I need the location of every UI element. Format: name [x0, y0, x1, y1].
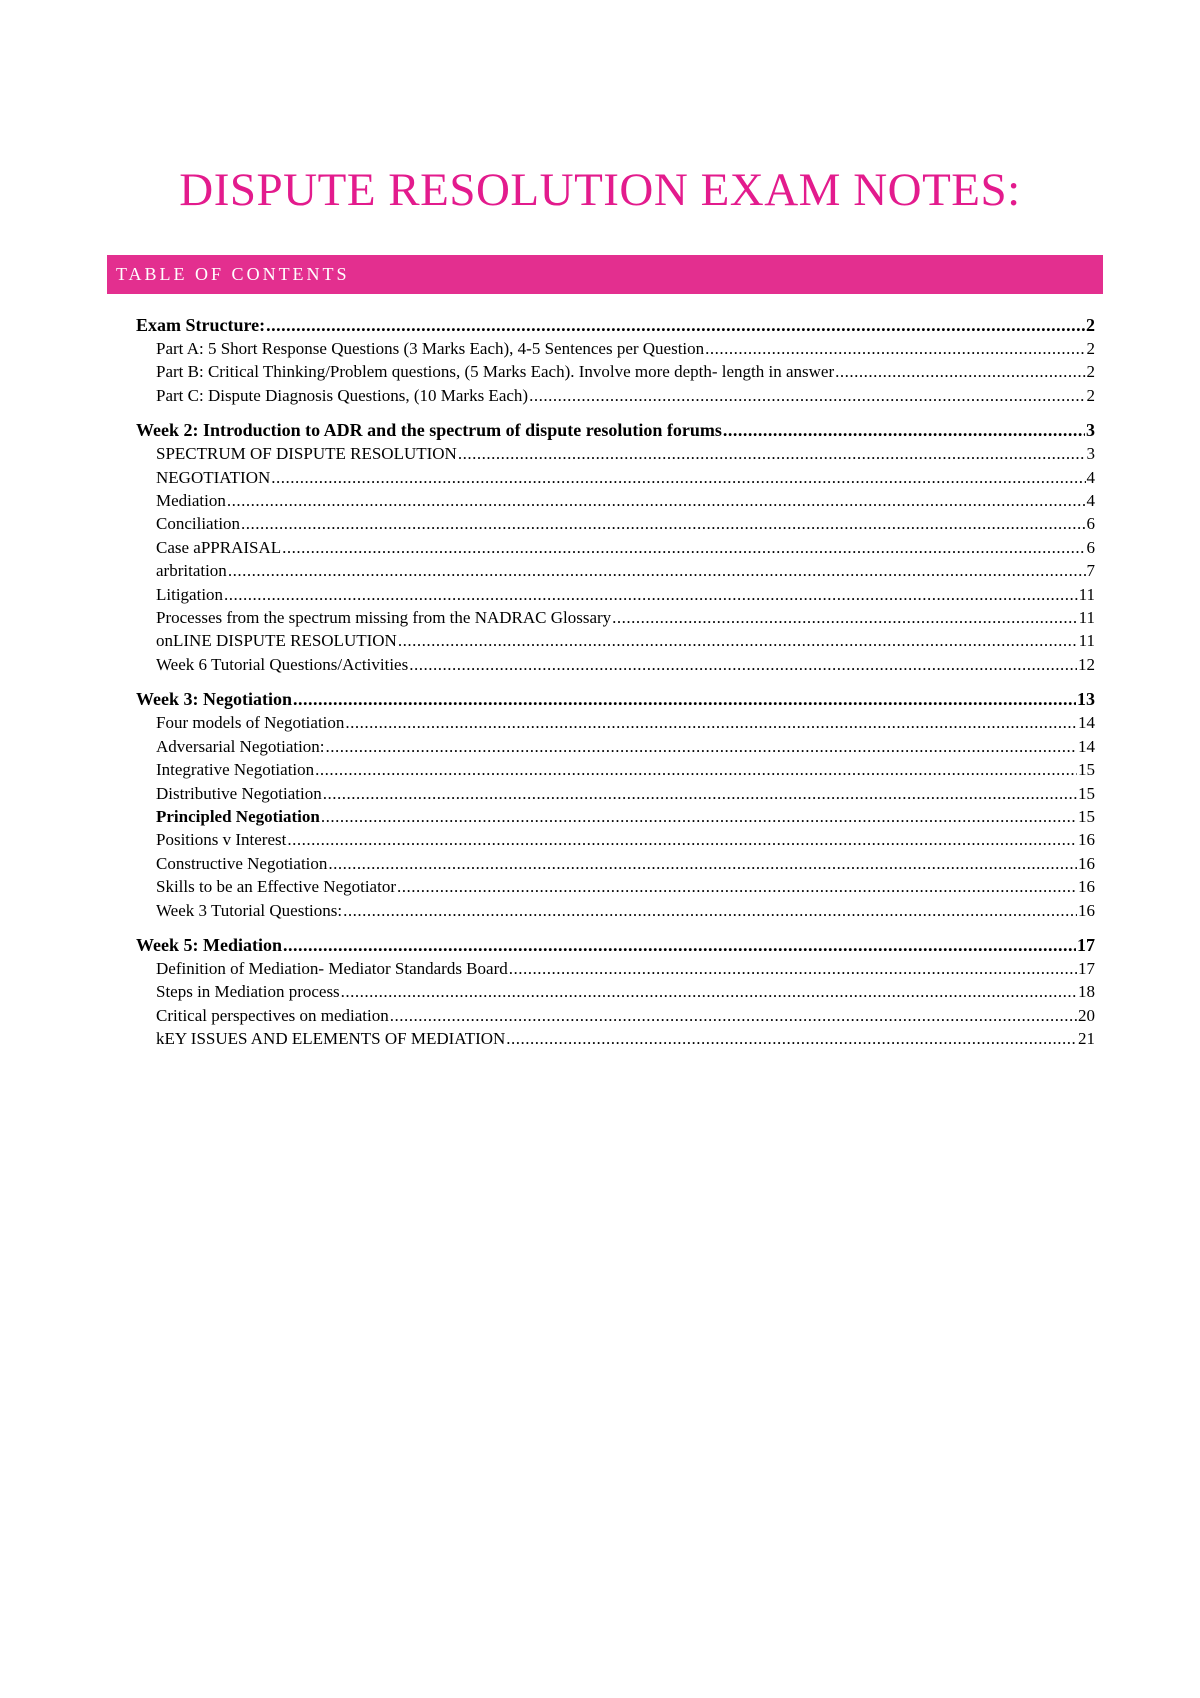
toc-entry[interactable] — [136, 711, 1095, 734]
toc-entry[interactable] — [136, 980, 1095, 1003]
dot-leader — [397, 875, 1077, 898]
toc-entry[interactable] — [136, 782, 1095, 805]
toc-entry-label: Week 6 Tutorial Questions/Activities — [156, 654, 409, 674]
toc-entry[interactable] — [136, 337, 1095, 360]
toc-entry-label: onLINE DISPUTE RESOLUTION — [156, 631, 397, 651]
toc-entry-label: Distributive Negotiation — [156, 783, 322, 803]
dot-leader — [723, 418, 1085, 442]
dot-leader — [398, 629, 1078, 652]
toc-entry[interactable] — [136, 466, 1095, 489]
dot-leader — [705, 337, 1085, 360]
toc-entry[interactable] — [136, 653, 1095, 676]
toc-entry-label: NEGOTIATION — [156, 467, 271, 487]
dot-leader — [321, 805, 1077, 828]
toc-entry[interactable] — [136, 805, 1095, 828]
toc-entry-label: Skills to be an Effective Negotiator — [156, 877, 396, 897]
toc-entry[interactable] — [136, 583, 1095, 606]
toc-entry-label: Processes from the spectrum missing from the NADRAC Glossary — [156, 608, 612, 628]
toc-section — [136, 418, 1095, 676]
toc-entry-label: Case aPPRAISAL — [156, 537, 282, 557]
toc-entry-label: Positions v Interest — [156, 830, 287, 850]
toc-entry-label: Part B: Critical Thinking/Problem questions, (5 Marks Each). Involve more depth- length in answer — [156, 362, 835, 382]
toc-section-heading[interactable] — [136, 418, 1095, 442]
dot-leader — [328, 852, 1077, 875]
dot-leader — [315, 758, 1077, 781]
toc-page-number: 13 — [1077, 689, 1095, 710]
toc-section-heading[interactable] — [136, 687, 1095, 711]
dot-leader — [282, 536, 1085, 559]
toc-entry-label: Mediation — [156, 491, 226, 511]
toc-entry-label: Part A: 5 Short Response Questions (3 Marks Each), 4-5 Sentences per Question — [156, 339, 705, 358]
dot-leader — [509, 957, 1077, 980]
toc-entry-label: Integrative Negotiation — [156, 760, 315, 780]
toc-page-number: 17 — [1077, 934, 1095, 955]
toc-entry-label: SPECTRUM OF DISPUTE RESOLUTION — [156, 444, 457, 464]
toc-page-number: 16 — [1078, 900, 1095, 920]
toc-page-number: 11 — [1078, 608, 1095, 628]
toc-page-number: 14 — [1078, 736, 1095, 756]
dot-leader — [390, 1004, 1077, 1027]
toc-entry[interactable] — [136, 852, 1095, 875]
toc-entry-label: Part C: Dispute Diagnosis Questions, (10 Marks Each) — [156, 385, 529, 405]
toc-page-number: 20 — [1078, 1005, 1095, 1025]
toc-page-number: 11 — [1078, 584, 1095, 604]
toc-page-number: 2 — [1086, 362, 1095, 382]
dot-leader — [227, 489, 1086, 512]
toc-entry[interactable] — [136, 559, 1095, 582]
toc-section-heading[interactable] — [136, 933, 1095, 957]
toc-page-number: 12 — [1078, 654, 1095, 674]
toc-entry[interactable] — [136, 442, 1095, 465]
toc-page-number: 15 — [1078, 760, 1095, 780]
dot-leader — [323, 782, 1077, 805]
toc-entry[interactable] — [136, 828, 1095, 851]
dot-leader — [287, 828, 1077, 851]
dot-leader — [458, 442, 1086, 465]
dot-leader — [326, 735, 1077, 758]
toc-entry-label: Exam Structure: — [136, 315, 266, 335]
dot-leader — [228, 559, 1086, 582]
toc-page-number: 21 — [1078, 1029, 1095, 1049]
dot-leader — [343, 899, 1077, 922]
toc-entry-label: Litigation — [156, 584, 224, 604]
table-of-contents — [136, 313, 1095, 1062]
toc-page-number: 17 — [1078, 958, 1095, 978]
dot-leader — [283, 933, 1076, 957]
dot-leader — [529, 384, 1085, 407]
toc-page-number: 15 — [1078, 806, 1095, 826]
toc-entry-label: Week 3: Negotiation — [136, 689, 292, 710]
toc-entry[interactable] — [136, 606, 1095, 629]
toc-page-number: 14 — [1078, 713, 1095, 733]
dot-leader — [835, 360, 1085, 383]
toc-page-number: 4 — [1086, 467, 1095, 487]
dot-leader — [341, 980, 1077, 1003]
toc-section — [136, 933, 1095, 1051]
toc-entry-label: Week 5: Mediation — [136, 934, 282, 955]
toc-entry-label: Definition of Mediation- Mediator Standards Board — [156, 958, 508, 978]
toc-entry[interactable] — [136, 899, 1095, 922]
toc-entry-label: arbritation — [156, 561, 227, 581]
toc-page-number: 3 — [1086, 444, 1095, 464]
toc-entry-label: kEY ISSUES AND ELEMENTS OF MEDIATION — [156, 1029, 506, 1049]
toc-page-number: 16 — [1078, 830, 1095, 850]
toc-page-number: 16 — [1078, 853, 1095, 873]
toc-page-number: 16 — [1078, 877, 1095, 897]
toc-entry[interactable] — [136, 512, 1095, 535]
dot-leader — [345, 711, 1077, 734]
toc-section-heading[interactable] — [136, 313, 1095, 337]
toc-page-number: 18 — [1078, 982, 1095, 1002]
toc-entry[interactable] — [136, 629, 1095, 652]
dot-leader — [612, 606, 1077, 629]
dot-leader — [506, 1027, 1077, 1050]
toc-entry-label: Adversarial Negotiation: — [156, 736, 325, 756]
dot-leader — [409, 653, 1077, 676]
toc-entry-label: Principled Negotiation — [156, 806, 320, 826]
toc-entry[interactable] — [136, 536, 1095, 559]
toc-entry[interactable] — [136, 1004, 1095, 1027]
toc-page-number: 15 — [1078, 783, 1095, 803]
dot-leader — [271, 466, 1085, 489]
toc-entry-label: Critical perspectives on mediation — [156, 1005, 389, 1025]
dot-leader — [266, 313, 1085, 337]
toc-entry-label: Conciliation — [156, 514, 241, 534]
toc-entry[interactable] — [136, 360, 1095, 383]
toc-page-number: 11 — [1078, 631, 1095, 651]
dot-leader — [224, 583, 1078, 606]
toc-page-number: 2 — [1086, 385, 1095, 405]
toc-entry[interactable] — [136, 384, 1095, 407]
toc-entry-label: Four models of Negotiation — [156, 713, 345, 733]
toc-entry[interactable] — [136, 875, 1095, 898]
dot-leader — [293, 687, 1076, 711]
toc-entry[interactable] — [136, 489, 1095, 512]
toc-page-number: 3 — [1086, 420, 1095, 441]
toc-heading: TABLE OF CONTENTS — [107, 255, 1103, 294]
toc-entry[interactable] — [136, 1027, 1095, 1050]
toc-page-number: 4 — [1086, 491, 1095, 511]
toc-entry-label: Week 2: Introduction to ADR and the spectrum of dispute resolution forums — [136, 420, 722, 441]
toc-entry[interactable] — [136, 758, 1095, 781]
document-title: DISPUTE RESOLUTION EXAM NOTES: — [179, 164, 1021, 216]
dot-leader — [241, 512, 1085, 535]
toc-entry-label: Week 3 Tutorial Questions: — [156, 900, 343, 920]
toc-page-number: 7 — [1086, 561, 1095, 581]
toc-page-number: 2 — [1086, 315, 1095, 335]
toc-section — [136, 687, 1095, 922]
toc-section — [136, 313, 1095, 407]
toc-entry[interactable] — [136, 957, 1095, 980]
toc-page-number: 2 — [1086, 339, 1095, 358]
toc-page-number: 6 — [1086, 514, 1095, 534]
toc-entry-label: Steps in Mediation process — [156, 982, 340, 1002]
toc-entry-label: Constructive Negotiation — [156, 853, 328, 873]
toc-entry[interactable] — [136, 735, 1095, 758]
toc-page-number: 6 — [1086, 537, 1095, 557]
